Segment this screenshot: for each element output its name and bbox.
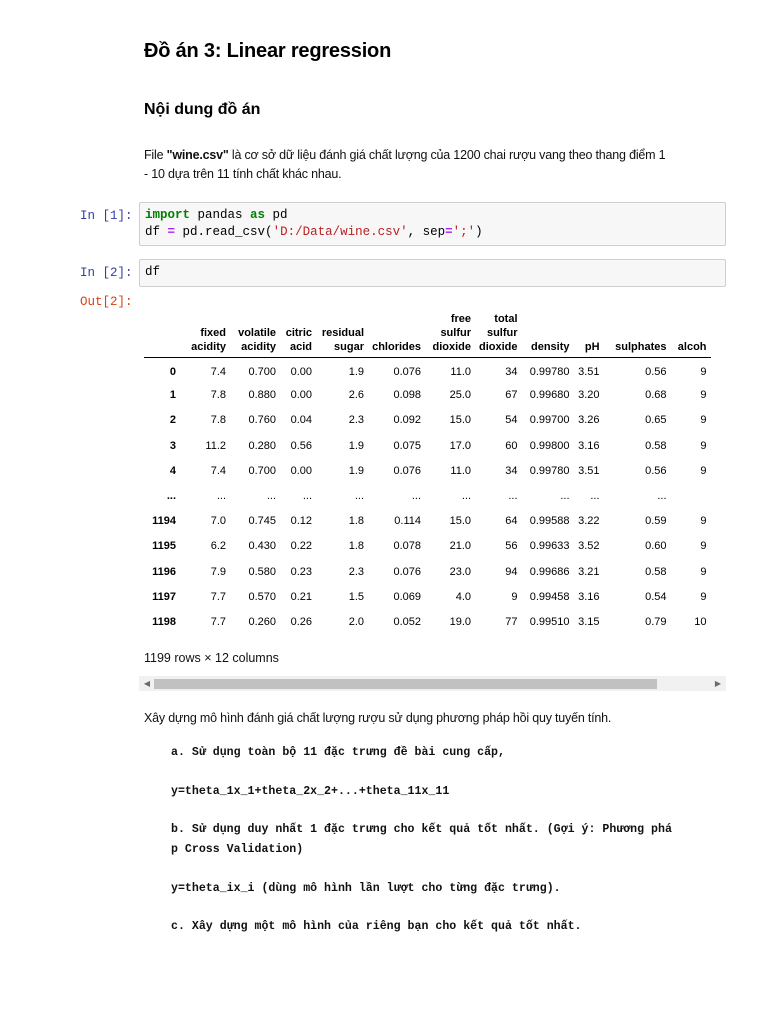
- table-cell: 15.0: [449, 414, 471, 427]
- table-row: [144, 584, 711, 609]
- column-header: chlorides: [368, 304, 425, 358]
- column-header: free sulfur dioxide: [425, 304, 475, 358]
- intro-prefix: File: [144, 148, 167, 162]
- table-cell: 3.15: [578, 615, 600, 628]
- code-module: pandas: [190, 208, 251, 222]
- code-op-2: =: [445, 225, 453, 239]
- table-cell: 0.60: [645, 540, 667, 553]
- row-index: 1196: [152, 565, 176, 578]
- table-cell: 3.22: [578, 515, 600, 528]
- cell1-prompt: In [1]:: [80, 209, 133, 223]
- table-body: [144, 358, 711, 635]
- cell2-prompt: In [2]:: [80, 266, 133, 280]
- table-cell: 0.56: [290, 439, 312, 452]
- row-index: 1195: [152, 540, 176, 553]
- table-cell: 3.21: [578, 565, 600, 578]
- table-cell: 7.8: [210, 414, 226, 427]
- table-cell: 0.79: [645, 615, 667, 628]
- table-cell: 7.0: [210, 515, 226, 528]
- column-header: alcoh: [671, 304, 711, 358]
- table-cell: 34: [505, 464, 518, 477]
- table-cell: 0.00: [290, 389, 312, 402]
- table-row: [144, 383, 711, 408]
- column-header: pH: [574, 304, 604, 358]
- row-index: 1198: [152, 615, 176, 628]
- table-cell: 3.16: [578, 439, 600, 452]
- table-row: [144, 559, 711, 584]
- table-cell: 1.5: [348, 590, 364, 603]
- table-cell: 0.092: [393, 414, 421, 427]
- column-header: volatile acidity: [230, 304, 280, 358]
- column-header: citric acid: [280, 304, 316, 358]
- table-cell: 23.0: [449, 565, 471, 578]
- table-cell: 0.26: [290, 615, 312, 628]
- table-cell: 1.9: [348, 464, 364, 477]
- task-b: [171, 820, 711, 859]
- table-cell: [671, 483, 711, 508]
- column-header: fixed acidity: [180, 304, 230, 358]
- table-cell: 3.26: [578, 414, 600, 427]
- table-cell: 11.0: [450, 366, 471, 379]
- row-index: 4: [169, 464, 176, 477]
- code-call: pd.read_csv(: [175, 225, 273, 239]
- table-cell: 3.51: [578, 464, 600, 477]
- horizontal-scrollbar[interactable]: [139, 676, 726, 691]
- row-index: 3: [169, 439, 176, 452]
- table-row: [144, 534, 711, 559]
- intro-filename: "wine.csv": [166, 148, 229, 162]
- table-cell: 0.760: [248, 414, 276, 427]
- table-cell: 0.076: [393, 366, 421, 379]
- dataframe-output: [144, 304, 726, 639]
- table-cell: 9: [700, 540, 707, 553]
- table-cell: 3.16: [578, 590, 600, 603]
- table-cell: 10: [694, 615, 707, 628]
- code-df: df: [145, 225, 168, 239]
- table-cell: 0.069: [393, 590, 421, 603]
- code-close-paren: ): [475, 225, 483, 239]
- table-cell: ...: [216, 490, 226, 503]
- table-cell: 0.99510: [529, 615, 570, 628]
- code-path-string: 'D:/Data/wine.csv': [272, 225, 408, 239]
- table-cell: 0.99458: [529, 590, 570, 603]
- table-cell: 9: [700, 439, 707, 452]
- table-cell: 1.9: [348, 366, 364, 379]
- table-cell: 9: [700, 464, 707, 477]
- kw-import: import: [145, 208, 191, 222]
- table-cell: 0.58: [645, 565, 667, 578]
- table-cell: 0.21: [290, 590, 312, 603]
- table-cell: 0.59: [645, 515, 667, 528]
- table-cell: 0.700: [248, 464, 276, 477]
- task-c: c. Xây dựng một mô hình của riêng bạn cho kết quả tốt nhất.: [171, 920, 582, 933]
- table-cell: 0.00: [290, 366, 312, 379]
- table-cell: 0.098: [393, 389, 421, 402]
- table-cell: ...: [354, 490, 364, 503]
- table-row: [144, 433, 711, 458]
- table-cell: 0.56: [645, 366, 667, 379]
- table-row: [144, 408, 711, 433]
- table-cell: 9: [700, 414, 707, 427]
- table-cell: ...: [266, 490, 276, 503]
- row-index: 1194: [152, 515, 176, 528]
- table-cell: 0.114: [394, 515, 421, 528]
- column-header: total sulfur dioxide: [475, 304, 522, 358]
- scrollbar-thumb[interactable]: [154, 679, 657, 689]
- table-cell: 2.6: [348, 389, 364, 402]
- table-cell: 0.700: [248, 366, 276, 379]
- table-cell: 7.7: [210, 615, 226, 628]
- table-cell: 2.3: [348, 414, 364, 427]
- table-cell: 64: [505, 515, 518, 528]
- intro-line1: là cơ sở dữ liệu đánh giá chất lượng của 1200 chai rượu vang theo thang điểm 1: [228, 148, 666, 162]
- table-cell: 0.99780: [529, 366, 570, 379]
- code-line-2: [145, 224, 720, 241]
- table-cell: 0.076: [393, 565, 421, 578]
- table-row: [144, 483, 711, 508]
- table-cell: 2.0: [348, 615, 364, 628]
- row-index: ...: [166, 490, 176, 503]
- table-cell: ...: [411, 490, 421, 503]
- table-cell: 1.9: [348, 439, 364, 452]
- table-cell: 0.580: [248, 565, 276, 578]
- table-cell: 25.0: [449, 389, 471, 402]
- table-cell: 11.0: [450, 464, 471, 477]
- table-cell: 0.99780: [529, 464, 570, 477]
- table-cell: 11.2: [205, 439, 226, 452]
- table-cell: 0.570: [248, 590, 276, 603]
- table-cell: 7.7: [210, 590, 226, 603]
- column-header: residual sugar: [316, 304, 368, 358]
- code-op: =: [167, 225, 176, 239]
- table-cell: 0.280: [248, 439, 276, 452]
- table-cell: 0.99588: [529, 515, 570, 528]
- table-row: [144, 609, 711, 634]
- section-heading: Nội dung đồ án: [144, 101, 261, 118]
- task-a-formula: y=theta_1x_1+theta_2x_2+...+theta_11x_11: [171, 785, 450, 798]
- table-cell: 0.745: [248, 515, 276, 528]
- table-cell: 0.04: [290, 414, 312, 427]
- table-cell: 0.58: [645, 439, 667, 452]
- index-header: [144, 304, 180, 358]
- code-cell-2[interactable]: [139, 259, 726, 287]
- table-cell: 3.52: [578, 540, 600, 553]
- table-cell: 0.22: [290, 540, 312, 553]
- table-cell: 7.9: [210, 565, 226, 578]
- table-cell: 0.12: [290, 515, 312, 528]
- table-cell: 54: [505, 414, 518, 427]
- table-cell: 0.99680: [529, 389, 570, 402]
- table-cell: 7.4: [210, 464, 226, 477]
- page-title: Đồ án 3: Linear regression: [144, 40, 392, 62]
- table-cell: 0.880: [248, 389, 276, 402]
- row-index: 0: [169, 366, 176, 379]
- dataframe-table: [144, 304, 711, 635]
- table-cell: 0.56: [645, 464, 667, 477]
- task-b-line2: p Cross Validation): [171, 842, 304, 856]
- table-cell: 9: [511, 590, 518, 603]
- table-cell: 60: [505, 439, 518, 452]
- table-cell: 4.0: [455, 590, 471, 603]
- scroll-left-icon[interactable]: ◀: [143, 679, 151, 688]
- table-cell: 6.2: [210, 540, 226, 553]
- table-cell: 0.68: [645, 389, 667, 402]
- table-cell: 9: [700, 389, 707, 402]
- table-cell: 19.0: [449, 615, 471, 628]
- table-cell: ...: [560, 490, 570, 503]
- code-df-expr: df: [145, 265, 161, 279]
- table-cell: 1.8: [348, 540, 364, 553]
- scroll-right-icon[interactable]: ▶: [714, 679, 722, 688]
- task-intro: Xây dựng mô hình đánh giá chất lượng rượu sử dụng phương pháp hồi quy tuyến tính.: [144, 711, 612, 725]
- dataframe-shape: 1199 rows × 12 columns: [144, 651, 279, 665]
- table-cell: 0.052: [393, 615, 421, 628]
- table-cell: 2.3: [348, 565, 364, 578]
- task-a: a. Sử dụng toàn bộ 11 đặc trưng đề bài cung cấp,: [171, 746, 505, 759]
- table-cell: 9: [700, 366, 707, 379]
- table-cell: ...: [508, 490, 518, 503]
- column-header: sulphates: [604, 304, 671, 358]
- table-cell: ...: [657, 490, 667, 503]
- row-index: 1: [169, 389, 176, 402]
- table-cell: ...: [590, 490, 600, 503]
- table-cell: 0.076: [393, 464, 421, 477]
- table-cell: 0.00: [290, 464, 312, 477]
- row-index: 2: [169, 414, 176, 427]
- table-cell: 0.99800: [529, 439, 570, 452]
- table-cell: 15.0: [449, 515, 471, 528]
- table-cell: 17.0: [449, 439, 471, 452]
- column-header: density: [522, 304, 574, 358]
- table-cell: 67: [505, 389, 518, 402]
- table-cell: 7.8: [210, 389, 226, 402]
- table-cell: 9: [700, 515, 707, 528]
- kw-as: as: [250, 208, 266, 222]
- out2-prompt: Out[2]:: [80, 295, 133, 309]
- table-cell: 3.20: [578, 389, 600, 402]
- table-cell: ...: [461, 490, 471, 503]
- table-cell: 0.260: [248, 615, 276, 628]
- table-cell: 34: [505, 366, 518, 379]
- code-sep-arg: , sep: [407, 225, 446, 239]
- table-cell: 0.078: [393, 540, 421, 553]
- table-header-row: [144, 304, 711, 358]
- task-b-formula: y=theta_ix_i (dùng mô hình lần lượt cho từng đặc trưng).: [171, 882, 561, 895]
- code-cell-1[interactable]: [139, 202, 726, 246]
- table-cell: 21.0: [449, 540, 471, 553]
- table-cell: 56: [505, 540, 518, 553]
- table-cell: 0.99686: [529, 565, 570, 578]
- row-index: 1197: [152, 590, 176, 603]
- table-cell: 77: [505, 615, 518, 628]
- table-cell: 0.54: [645, 590, 667, 603]
- table-cell: 7.4: [210, 366, 226, 379]
- code-line-1: [145, 207, 720, 224]
- table-cell: 0.99700: [529, 414, 570, 427]
- table-cell: 0.65: [645, 414, 667, 427]
- table-cell: 3.51: [578, 366, 600, 379]
- table-cell: 0.23: [290, 565, 312, 578]
- table-row: [144, 458, 711, 483]
- table-cell: 0.430: [248, 540, 276, 553]
- code-sep-string: ';': [452, 225, 476, 239]
- table-cell: 9: [700, 565, 707, 578]
- table-row: [144, 358, 711, 383]
- task-b-line1: b. Sử dụng duy nhất 1 đặc trưng cho kết quả tốt nhất. (Gợi ý: Phương phá: [171, 823, 672, 836]
- table-cell: 1.8: [348, 515, 364, 528]
- table-row: [144, 509, 711, 534]
- intro-line2: - 10 dựa trên 11 tính chất khác nhau.: [144, 167, 342, 181]
- table-cell: 0.075: [393, 439, 421, 452]
- intro-paragraph: [144, 146, 729, 184]
- code-alias: pd: [265, 208, 288, 222]
- table-cell: ...: [302, 490, 312, 503]
- table-cell: 9: [700, 590, 707, 603]
- table-cell: 94: [505, 565, 518, 578]
- table-cell: 0.99633: [529, 540, 570, 553]
